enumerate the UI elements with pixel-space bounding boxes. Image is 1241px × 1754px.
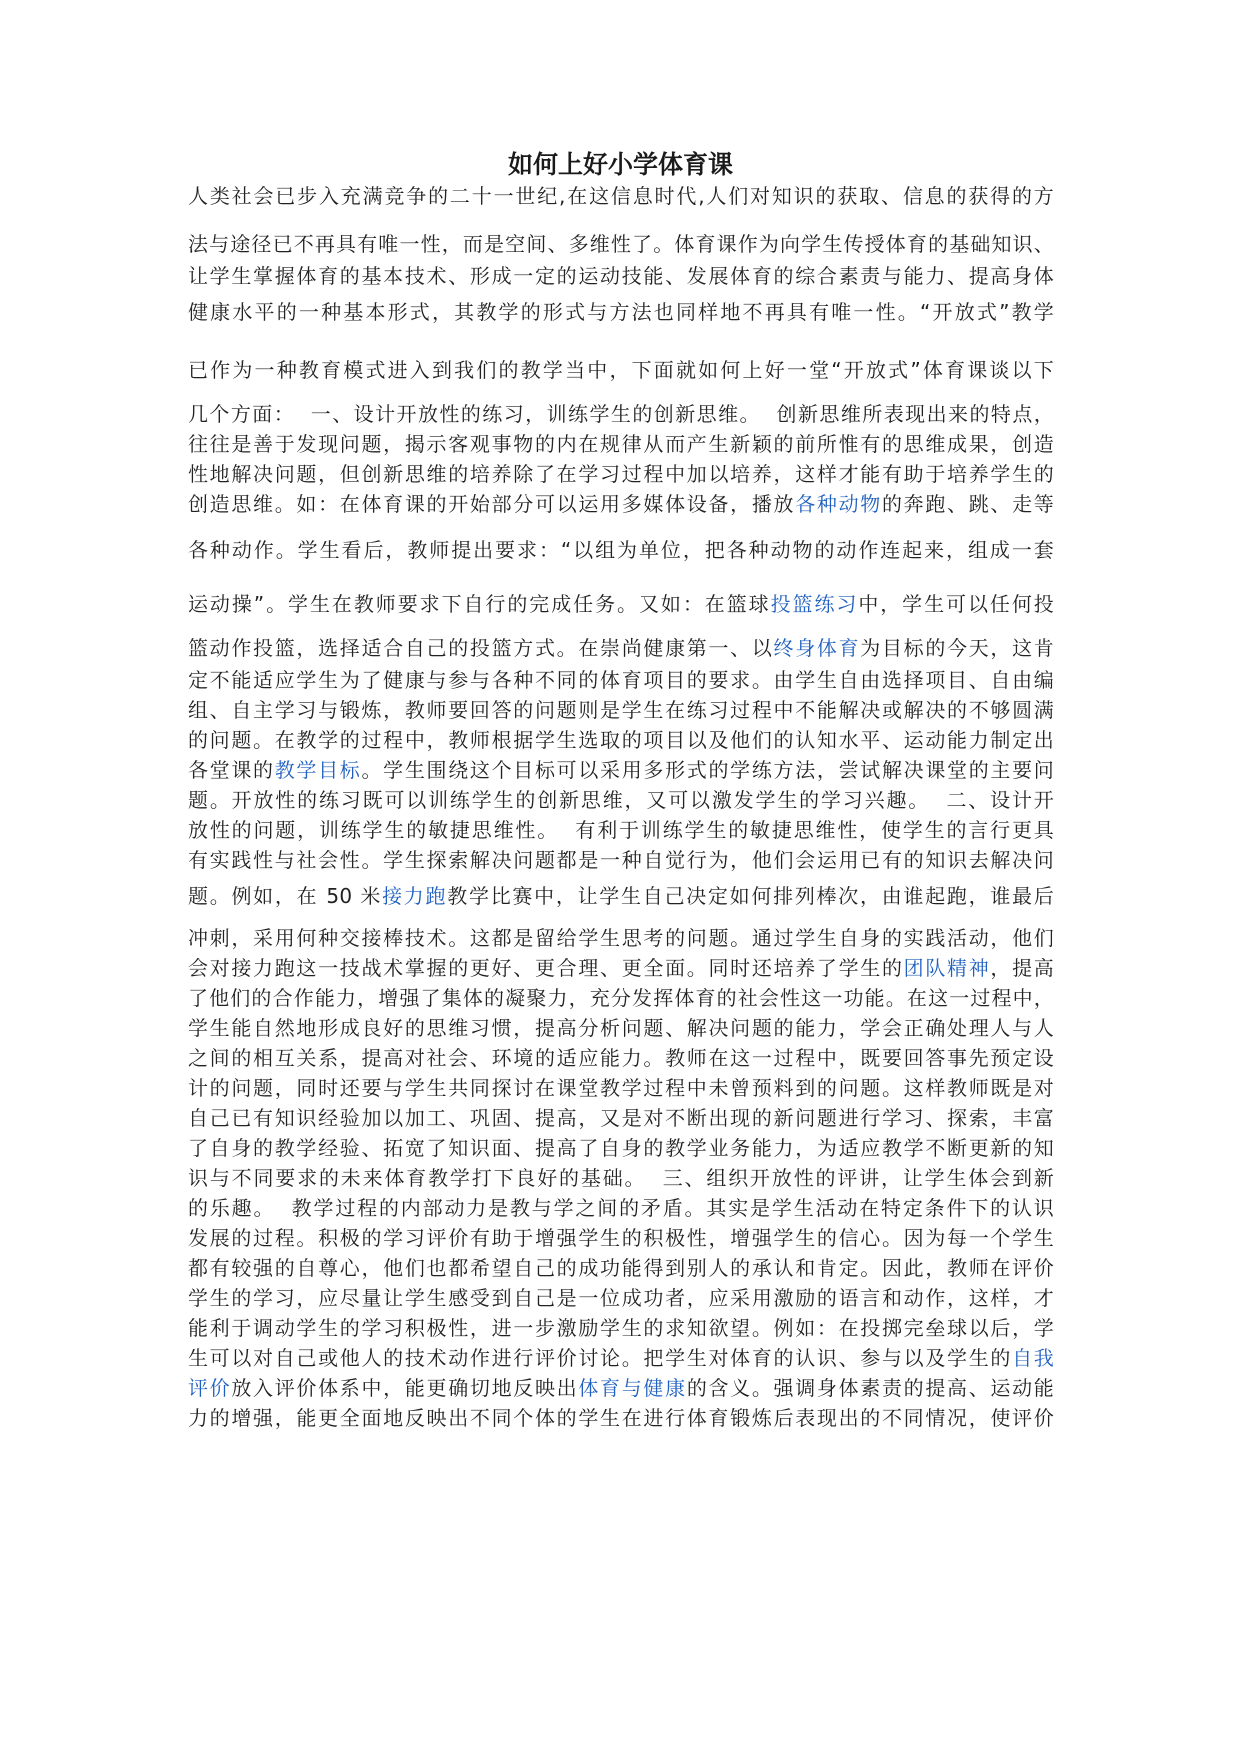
text-segment: 的奔跑、跳、走等: [881, 492, 1054, 516]
text-line: [188, 754, 1054, 786]
document-title: 如何上好小学体育课: [507, 150, 733, 179]
text-segment: 题。开放性的练习既可以训练学生的创新思维，又可以激发学生的学习兴趣。 二、设计开: [188, 788, 1054, 812]
text-segment: 人类社会已步入充满竞争的二十一世纪,在这信息时代,人们对知识的获取、信息的获得的方: [188, 184, 1054, 208]
text-segment: 有实践性与社会性。学生探索解决问题都是一种自觉行为，他们会运用已有的知识去解决问: [188, 848, 1054, 872]
inline-link[interactable]: 各种动物: [795, 492, 882, 516]
inline-link[interactable]: 教学目标: [274, 758, 362, 782]
text-line: [188, 428, 1054, 460]
text-segment: 能利于调动学生的学习积极性，进一步激励学生的求知欲望。例如：在投掷完垒球以后，学: [188, 1316, 1054, 1340]
text-line: [188, 1012, 1054, 1044]
text-segment: 性地解决问题，但创新思维的培养除了在学习过程中加以培养，这样才能有助于培养学生的: [188, 462, 1054, 486]
text-line: [188, 296, 1054, 328]
text-line: [188, 1282, 1054, 1314]
text-line: [188, 458, 1054, 490]
text-segment: 。学生围绕这个目标可以采用多形式的学练方法，尝试解决课堂的主要问: [361, 758, 1054, 782]
text-line: [188, 784, 1054, 816]
text-line: [188, 1372, 1054, 1404]
text-line: [188, 534, 1054, 566]
text-segment: 让学生掌握体育的基本技术、形成一定的运动技能、发展体育的综合素责与能力、提高身体: [188, 264, 1054, 288]
text-segment: 识与不同要求的未来体育教学打下良好的基础。 三、组织开放性的评讲，让学生体会到新: [188, 1166, 1054, 1190]
text-line: [188, 1312, 1054, 1344]
text-line: [188, 1402, 1054, 1434]
text-segment: 的问题。在教学的过程中，教师根据学生选取的项目以及他们的认知水平、运动能力制定出: [188, 728, 1054, 752]
inline-link[interactable]: 团队精神: [903, 956, 991, 980]
text-segment: 为目标的今天，这肯: [860, 636, 1054, 660]
text-segment: ，提高: [990, 956, 1054, 980]
text-segment: 放性的问题，训练学生的敏捷思维性。 有利于训练学生的敏捷思维性，使学生的言行更具: [188, 818, 1054, 842]
text-line: [188, 1102, 1054, 1134]
text-segment: 学生能自然地形成良好的思维习惯，提高分析问题、解决问题的能力，学会正确处理人与人: [188, 1016, 1054, 1040]
inline-link[interactable]: 终身体育: [773, 636, 861, 660]
text-segment: 的含义。强调身体素责的提高、运动能: [686, 1376, 1054, 1400]
text-line: [188, 694, 1054, 726]
text-line: [188, 664, 1054, 696]
text-line: [188, 880, 1054, 912]
text-segment: 定不能适应学生为了健康与参与各种不同的体育项目的要求。由学生自由选择项目、自由编: [188, 668, 1054, 692]
text-line: [188, 260, 1054, 292]
text-segment: 已作为一种教育模式进入到我们的教学当中，下面就如何上好一堂“开放式”体育课谈以下: [188, 358, 1054, 382]
text-segment: 各种动作。学生看后，教师提出要求：“以组为单位，把各种动物的动作连起来，组成一套: [188, 538, 1054, 562]
text-segment: 冲刺，采用何种交接棒技术。这都是留给学生思考的问题。通过学生自身的实践活动，他们: [188, 926, 1054, 950]
text-segment: 健康水平的一种基本形式，其教学的形式与方法也同样地不再具有唯一性。“开放式”教学: [188, 300, 1054, 324]
text-segment: 题。例如，在 50 米: [188, 884, 383, 908]
text-line: [188, 922, 1054, 954]
text-segment: 法与途径已不再具有唯一性，而是空间、多维性了。体育课作为向学生传授体育的基础知识、: [188, 232, 1054, 256]
text-segment: 运动操”。学生在教师要求下自行的完成任务。又如：在篮球: [188, 592, 771, 616]
text-line: [188, 1042, 1054, 1074]
text-line: [188, 228, 1054, 260]
inline-link[interactable]: 接力跑: [382, 884, 448, 908]
text-segment: 创造思维。如：在体育课的开始部分可以运用多媒体设备，播放: [188, 492, 796, 516]
inline-link[interactable]: 评价: [188, 1376, 232, 1400]
text-line: [188, 844, 1054, 876]
inline-link[interactable]: 体育与健康: [578, 1376, 687, 1400]
text-segment: 了自身的教学经验、拓宽了知识面、提高了自身的教学业务能力，为适应教学不断更新的知: [188, 1136, 1054, 1160]
inline-link[interactable]: 投篮练习: [770, 592, 859, 616]
text-segment: 放入评价体系中，能更确切地反映出: [231, 1376, 579, 1400]
text-line: [188, 1072, 1054, 1104]
text-line: [188, 1192, 1054, 1224]
text-segment: 中，学生可以任何投: [858, 592, 1054, 616]
text-line: [188, 814, 1054, 846]
text-line: [188, 952, 1054, 984]
text-segment: 生可以对自己或他人的技术动作进行评价讨论。把学生对体育的认识、参与以及学生的: [188, 1346, 1013, 1370]
text-line: [188, 588, 1054, 620]
text-line: [188, 398, 1054, 430]
text-line: [188, 632, 1054, 664]
text-line: [188, 180, 1054, 212]
text-line: [188, 1342, 1054, 1374]
text-line: [188, 1132, 1054, 1164]
text-segment: 教学比赛中，让学生自己决定如何排列棒次，由谁起跑，谁最后: [447, 884, 1054, 908]
text-segment: 计的问题，同时还要与学生共同探讨在课堂教学过程中未曾预料到的问题。这样教师既是对: [188, 1076, 1054, 1100]
text-segment: 发展的过程。积极的学习评价有助于增强学生的积极性，增强学生的信心。因为每一个学生: [188, 1226, 1054, 1250]
text-line: [188, 1252, 1054, 1284]
text-line: [188, 354, 1054, 386]
text-segment: 之间的相互关系，提高对社会、环境的适应能力。教师在这一过程中，既要回答事先预定设: [188, 1046, 1054, 1070]
text-line: [188, 1222, 1054, 1254]
text-line: [188, 1162, 1054, 1194]
text-segment: 的乐趣。 教学过程的内部动力是教与学之间的矛盾。其实是学生活动在特定条件下的认识: [188, 1196, 1054, 1220]
text-segment: 了他们的合作能力，增强了集体的凝聚力，充分发挥体育的社会性这一功能。在这一过程中，: [188, 986, 1054, 1010]
text-segment: 学生的学习，应尽量让学生感受到自己是一位成功者，应采用激励的语言和动作，这样，才: [188, 1286, 1054, 1310]
inline-link[interactable]: 自我: [1012, 1346, 1054, 1370]
text-line: [188, 982, 1054, 1014]
text-segment: 会对接力跑这一技战术掌握的更好、更合理、更全面。同时还培养了学生的: [188, 956, 904, 980]
text-segment: 自己已有知识经验加以加工、巩固、提高，又是对不断出现的新问题进行学习、探索，丰富: [188, 1106, 1054, 1130]
text-line: [188, 724, 1054, 756]
text-segment: 往往是善于发现问题，揭示客观事物的内在规律从而产生新颖的前所惟有的思维成果，创造: [188, 432, 1054, 456]
text-segment: 各堂课的: [188, 758, 275, 782]
text-segment: 组、自主学习与锻炼，教师要回答的问题则是学生在练习过程中不能解决或解决的不够圆满: [188, 698, 1054, 722]
text-segment: 力的增强，能更全面地反映出不同个体的学生在进行体育锻炼后表现出的不同情况，使评价: [188, 1406, 1054, 1430]
text-segment: 几个方面： 一、设计开放性的练习，训练学生的创新思维。 创新思维所表现出来的特点，: [188, 402, 1054, 426]
text-segment: 都有较强的自尊心，他们也都希望自己的成功能得到别人的承认和肯定。因此，教师在评价: [188, 1256, 1054, 1280]
text-segment: 篮动作投篮，选择适合自己的投篮方式。在崇尚健康第一、以: [188, 636, 774, 660]
text-line: [188, 488, 1054, 520]
